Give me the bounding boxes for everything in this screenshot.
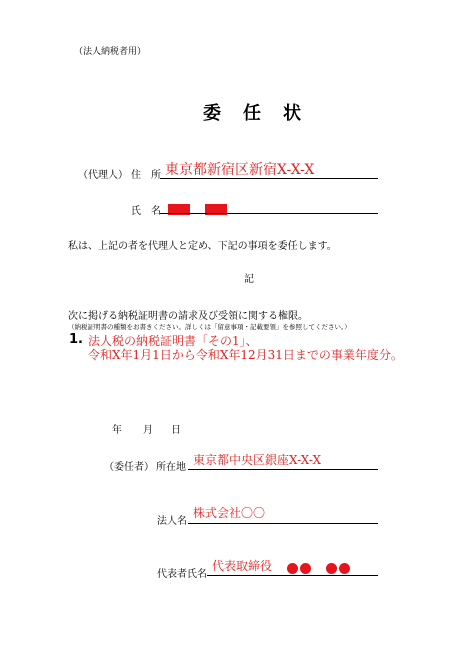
redaction-dot [326,563,337,574]
corp-name-label: 法人名 [157,516,187,527]
principal-address-label: 所在地 [156,462,186,473]
principal-label: （委任者） [104,462,154,473]
matter-note: （納税証明書の種類をお書きください。詳しくは「留意事項・記載要領」を参照してください。） [68,323,351,331]
principal-address-value: 東京都中央区銀座X-X-X [193,453,322,467]
agent-name-underline [160,213,378,214]
agent-address-underline [160,178,378,179]
principal-address-underline [188,469,378,470]
matter-line-1: 法人税の納税証明書「その1」、 [88,334,258,348]
agent-address-value: 東京都新宿区新宿X-X-X [165,162,315,178]
date-year-label: 年 [112,425,122,436]
document-title: 委 任 状 [203,103,303,124]
redaction-dot [300,563,311,574]
agent-label: （代理人） [78,170,128,181]
ki-mark: 記 [244,274,254,285]
delegation-sentence: 私は、上記の者を代理人と定め、下記の事項を委任します。 [68,241,337,252]
matter-line-2: 令和X年1月1日から令和X年12月31日までの事業年度分。 [88,348,403,362]
item-number: 1. [69,332,83,347]
matter-heading: 次に掲げる納税証明書の請求及び受領に関する権限。 [68,311,308,322]
agent-name-redacted [168,199,227,218]
corp-name-underline [188,523,378,524]
date-day-label: 日 [171,425,181,436]
date-month-label: 月 [143,425,153,436]
agent-name-label: 氏 名 [131,206,161,217]
representative-underline [207,575,378,576]
agent-address-label: 住 所 [131,170,161,181]
redaction-dot [287,563,298,574]
form-type-label: （法人納税者用） [74,47,147,57]
redaction-dot [339,563,350,574]
representative-title: 代表取締役 [212,559,273,573]
corp-name-value: 株式会社〇〇 [193,506,266,520]
representative-label: 代表者氏名 [157,569,207,580]
